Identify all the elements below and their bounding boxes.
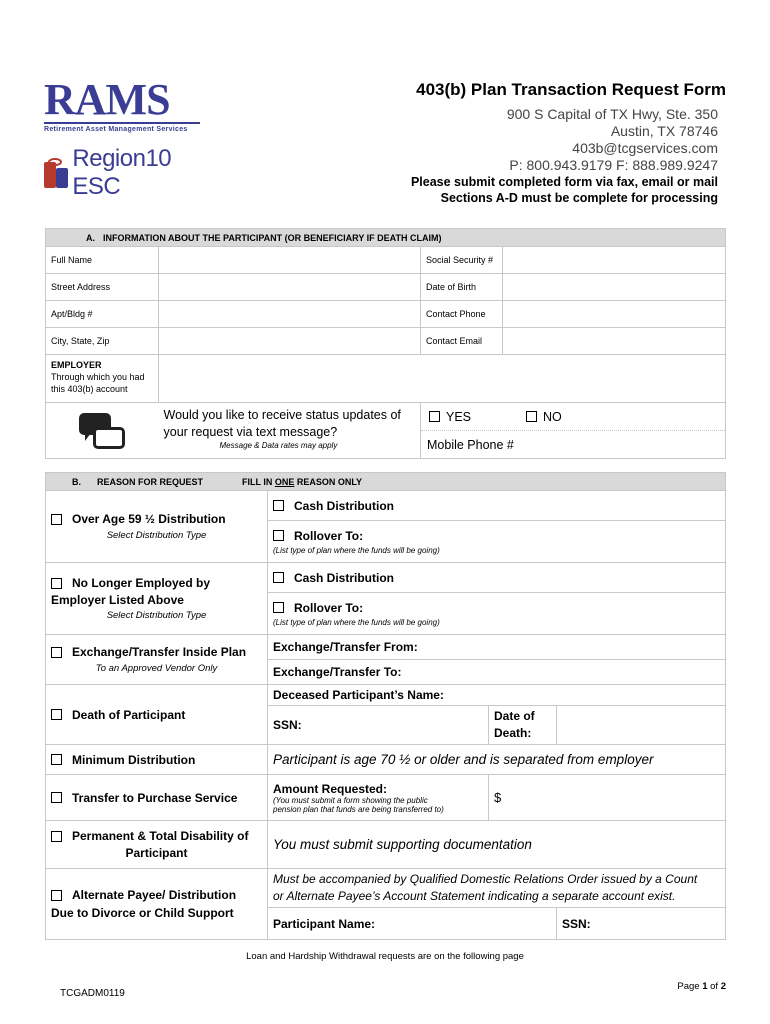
alt-participant-name-field[interactable] [268, 908, 557, 940]
alt-payee-label2: Due to Divorce or Child Support [51, 906, 234, 920]
rams-wordmark: RAMS [44, 75, 170, 124]
page-number: Page 1 of 2 [677, 981, 726, 992]
disability-checkbox[interactable] [51, 831, 62, 842]
text-rates-note: Message & Data rates may apply [219, 441, 338, 450]
over59-label: Over Age 59 ½ Distribution [72, 512, 226, 526]
text-question-line2: your request via text message? [163, 425, 338, 439]
dob-field[interactable] [503, 274, 725, 300]
apt-field[interactable] [159, 301, 421, 328]
alt-payee-label1: Alternate Payee/ Distribution [72, 888, 237, 902]
no-checkbox[interactable] [526, 411, 537, 422]
contact-email-field[interactable] [503, 328, 725, 354]
yes-option[interactable] [429, 410, 526, 424]
mobile-phone-field[interactable] [514, 431, 725, 458]
rams-subtitle: Retirement Asset Management Services [44, 122, 200, 133]
no-longer-cash-option[interactable] [268, 563, 726, 593]
deceased-name-field[interactable] [268, 685, 726, 706]
exchange-from-label: Exchange/Transfer From: [273, 640, 418, 654]
loan-hardship-note: Loan and Hardship Withdrawal requests are on the following page [246, 951, 524, 962]
address-line1: 900 S Capital of TX Hwy, Ste. 350 [506, 106, 718, 122]
no-longer-rollover-note: (List type of plan where the funds will be going) [273, 617, 440, 627]
no-longer-cash-checkbox[interactable] [273, 572, 284, 583]
over59-rollover-checkbox[interactable] [273, 530, 284, 541]
no-option[interactable] [526, 410, 562, 424]
disability-note: You must submit supporting documentation [268, 821, 726, 869]
no-longer-rollover-option[interactable] [268, 593, 726, 635]
exchange-from-field[interactable] [268, 635, 726, 660]
no-longer-rollover-checkbox[interactable] [273, 602, 284, 613]
death-label: Death of Participant [72, 707, 186, 722]
employer-sub2: this 403(b) account [51, 384, 128, 394]
text-question-line1: Would you like to receive status updates of [163, 408, 401, 422]
full-name-field[interactable] [159, 247, 421, 274]
death-ssn-label: SSN: [273, 718, 302, 732]
alt-participant-name-label: Participant Name: [273, 916, 376, 931]
over59-cash-label: Cash Distribution [294, 498, 395, 513]
region10-logo [44, 145, 204, 201]
no-longer-rollover-label: Rollover To: [294, 600, 364, 615]
over59-rollover-note: (List type of plan where the funds will be going) [273, 545, 440, 555]
over59-rollover-option[interactable] [268, 521, 726, 563]
disability-label1: Permanent & Total Disability of [72, 829, 249, 843]
no-longer-employed-option[interactable] [46, 563, 268, 635]
employer-label: EMPLOYER [51, 360, 102, 370]
section-b-table [45, 472, 726, 940]
over59-checkbox[interactable] [51, 514, 62, 525]
section-a-header: A. INFORMATION ABOUT THE PARTICIPANT (OR BENEFICIARY IF DEATH CLAIM) [46, 229, 726, 247]
death-checkbox[interactable] [51, 709, 62, 720]
form-title: 403(b) Plan Transaction Request Form [416, 80, 726, 99]
date-of-death-field[interactable] [557, 706, 726, 745]
exchange-option[interactable] [46, 635, 268, 685]
no-longer-cash-label: Cash Distribution [294, 570, 395, 585]
over59-rollover-label: Rollover To: [294, 528, 364, 543]
alt-payee-checkbox[interactable] [51, 890, 62, 901]
submit-note: Please submit completed form via fax, email or mail [410, 175, 718, 189]
form-header [411, 80, 726, 206]
deceased-name-label: Deceased Participant’s Name: [273, 688, 444, 702]
chat-bubbles-icon [79, 409, 125, 453]
yes-checkbox[interactable] [429, 411, 440, 422]
amount-requested-cell [268, 775, 489, 821]
contact-email-address: 403b@tcgservices.com [572, 140, 718, 156]
disability-label2: Participant [125, 846, 188, 860]
ssn-field[interactable] [503, 247, 725, 273]
no-longer-employed-label2: Employer Listed Above [51, 593, 184, 607]
no-longer-employed-checkbox[interactable] [51, 578, 62, 589]
purchase-checkbox[interactable] [51, 792, 62, 803]
section-b-header: B. REASON FOR REQUEST FILL IN ONE REASON ONLY [46, 473, 726, 491]
employer-label-cell [46, 355, 159, 403]
exchange-checkbox[interactable] [51, 647, 62, 658]
min-dist-note: Participant is age 70 ½ or older and is separated from employer [268, 745, 726, 775]
amount-note2: pension plan that funds are being transferred to) [273, 804, 444, 814]
disability-option[interactable] [46, 821, 268, 869]
employer-sub1: Through which you had [51, 372, 145, 382]
region10-mark-icon [44, 158, 66, 188]
no-longer-select-type: Select Distribution Type [106, 610, 207, 621]
city-label: City, State, Zip [46, 328, 159, 355]
alt-payee-option[interactable] [46, 869, 268, 940]
rams-logo [44, 75, 204, 201]
section-a-table [45, 228, 726, 459]
exchange-to-field[interactable] [268, 660, 726, 685]
sections-note: Sections A-D must be complete for processing [440, 191, 718, 205]
mobile-phone-label: Mobile Phone # [427, 437, 514, 452]
over59-cash-checkbox[interactable] [273, 500, 284, 511]
over59-option[interactable] [46, 491, 268, 563]
alt-ssn-label: SSN: [562, 916, 591, 931]
region10-text: Region10 ESC [72, 145, 172, 200]
no-label: NO [543, 409, 562, 424]
street-field[interactable] [159, 274, 421, 301]
purchase-label: Transfer to Purchase Service [72, 790, 238, 805]
min-dist-checkbox[interactable] [51, 754, 62, 765]
full-name-label: Full Name [46, 247, 159, 274]
phone-fax: P: 800.943.9179 F: 888.989.9247 [509, 157, 718, 173]
min-dist-label: Minimum Distribution [72, 752, 196, 767]
chat-icon-cell [46, 403, 159, 459]
qdro-note: Must be accompanied by Qualified Domestic Relations Order issued by a Count or Alternate Payee’s Account Statement indicating a separate account exist. [268, 869, 726, 908]
text-question-cell [159, 403, 421, 459]
dob-label: Date of Birth [421, 274, 503, 300]
contact-phone-field[interactable] [503, 301, 725, 327]
dollar-sign: $ [494, 790, 502, 805]
purchase-option[interactable] [46, 775, 268, 821]
amount-field[interactable] [489, 775, 726, 821]
exchange-label: Exchange/Transfer Inside Plan [72, 645, 247, 659]
over59-cash-option[interactable] [268, 491, 726, 521]
address-line2: Austin, TX 78746 [610, 123, 718, 139]
exchange-vendor-note: To an Approved Vendor Only [95, 663, 218, 674]
no-longer-employed-label1: No Longer Employed by [72, 576, 211, 590]
amount-requested-label: Amount Requested: [273, 781, 387, 796]
yes-label: YES [446, 409, 472, 424]
death-option[interactable] [46, 685, 268, 745]
street-label: Street Address [46, 274, 159, 301]
employer-field[interactable] [159, 355, 726, 403]
min-dist-option[interactable] [46, 745, 268, 775]
city-field[interactable] [159, 328, 421, 355]
alt-ssn-field[interactable] [557, 908, 726, 940]
over59-select-type: Select Distribution Type [106, 530, 207, 541]
ssn-label: Social Security # [421, 247, 503, 273]
death-ssn-field[interactable] [268, 706, 489, 745]
exchange-to-label: Exchange/Transfer To: [273, 665, 402, 679]
apt-label: Apt/Bldg # [46, 301, 159, 328]
contact-phone-label: Contact Phone [421, 301, 503, 327]
contact-email-label: Contact Email [421, 328, 503, 354]
date-of-death-label: Date of Death: [489, 706, 557, 745]
form-code: TCGADM0119 [60, 988, 125, 999]
amount-note1: (You must submit a form showing the public [273, 795, 428, 805]
